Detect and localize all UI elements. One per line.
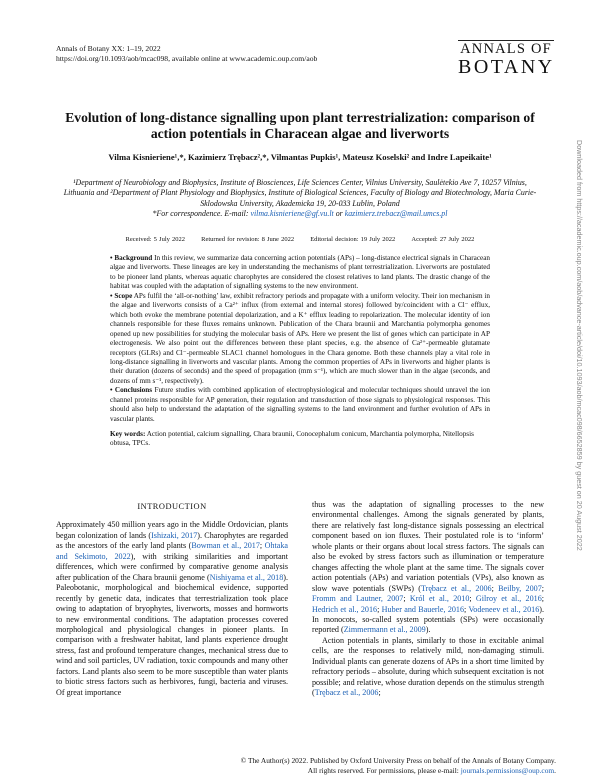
- copyright-footer: [56, 756, 556, 776]
- text-run: ). Charophytes are regarded as the ancestors of the early land plants (: [56, 530, 289, 551]
- citation-link[interactable]: Beilby, 2007: [498, 583, 542, 593]
- text-run: Approximately 450 million years ago in the Middle Ordovician, plants began colonization of lands (: [56, 520, 288, 540]
- logo-line-2: BOTANY: [458, 56, 555, 78]
- keywords-text: Action potential, calcium signalling, Chara braunii, Conocephalum conicum, Marchantia polymorpha, Nitellopsis obtusa, TPCs.: [110, 430, 474, 448]
- permissions-email-link[interactable]: journals.permissions@oup.com: [460, 766, 555, 775]
- conclusions-label: • Conclusions: [110, 386, 153, 395]
- text-run: ).: [425, 625, 431, 635]
- returned-date: Returned for revision: 8 June 2022: [201, 236, 295, 243]
- keywords: [110, 430, 490, 449]
- citation-link[interactable]: Fromm and Lautner, 2007: [312, 594, 404, 604]
- download-watermark: Downloaded from https://academic.oup.com/aob/advance-article/doi/10.1093/aob/mcac098/6652859 by guest on 20 August 2022: [575, 140, 584, 551]
- citation-link[interactable]: Huber and Bauerle, 2016: [381, 604, 465, 614]
- text-run: thus was the adaptation of signalling processes to the new environmental challenges. Among the signals generated by plants, there are relatively fast long-distance signals possessing an electrical component based on ion fluxes. Their postulated role is to ‘inform’ whole plants or their organs about local stress factors. The signals can also be evoked by stress factors such as illumination or temperature changes affecting the whole plant at the same time. The signals cover action potentials (APs) and variation potentials (VPs), also known as slow wave potentials (SWPs) (: [312, 500, 544, 593]
- citation-link[interactable]: Bowman et al., 2017: [191, 541, 260, 551]
- right-paragraph-1: [312, 500, 544, 636]
- email-link-1[interactable]: vilma.kisnieriene@gf.vu.lt: [250, 208, 334, 218]
- scope-label: • Scope: [110, 291, 133, 300]
- affiliation-text: ¹Department of Neurobiology and Biophysics, Institute of Biosciences, Life Sciences Center, Vilnius University, Saulėtekio Ave 7, 10257 Vilnius, Lithuania and ²Department of Plant Physiology and Biophysics, Institute of Biological Sciences, Faculty of Biology and Biotechnology, Maria Curie-Sklodowska University, Akademicka 19, 20-033 Lublin, Poland: [63, 178, 537, 208]
- text-run: ;: [491, 583, 499, 593]
- abstract-scope: [110, 292, 490, 387]
- text-run: ;: [377, 604, 382, 614]
- scope-text: APs fulfil the ‘all-or-nothing’ law, exhibit refractory periods and propagate with a uniform velocity. Their ion mechanism in the algae and liverworts consists of a Ca²⁺ influx (from external and internal stores) followed by/coincident with a Cl⁻ efflux, which both evoke the membrane potential depolarization, and a K⁺ efflux leading to repolarization. The molecular identity of ion channels responsible for these fluxes remains unknown. Publication of the Chara braunii and Marchantia polymorpha genomes opened up new possibilities for studying the molecular basis of APs. Here we present the list of genes which can participate in AP electrogenesis. We also point out the differences between these plant species, e.g. the absence of Ca²⁺-permeable glutamate receptors (GLRs) and Cl⁻-permeable SLAC1 channel homologues in the Chara genome. Both these channels play a vital role in long-distance signalling in liverworts and vascular plants. Among the common properties of APs in liverworts and higher plants is their duration (dozens of seconds) and the speed of propagation (mm s⁻¹), which are much slower than in the algae (seconds, and dozens of mm s⁻¹, respectively).: [110, 291, 490, 385]
- abstract-conclusions: [110, 386, 490, 424]
- text-run: ;: [259, 541, 265, 551]
- doi-link[interactable]: https://doi.org/10.1093/aob/mcac098, available online at www.academic.oup.com/aob: [56, 54, 318, 63]
- accepted-date: Accepted: 27 July 2022: [411, 236, 475, 243]
- journal-logo: [458, 40, 554, 80]
- author-list: Vilma Kisnieriene¹,*, Kazimierz Trębacz²,*, Vilmantas Pupkis¹, Mateusz Koselski² and Indre Lapeikaite¹: [108, 152, 492, 162]
- text-run: ). In monocots, so-called system potentials (SPs) were occasionally reported (: [312, 604, 544, 635]
- conclusions-text: Future studies with combined application of electrophysiological and molecular techniques should unravel the ion channel proteins responsible for AP generation, their regulation and transduction of those signals to physiological responses. This should also help to understand the adaptation of the signalling systems to the land environment and further evolution of APs in vascular plants.: [110, 386, 491, 423]
- abstract: [110, 254, 490, 424]
- citation-link[interactable]: Ishizaki, 2017: [151, 530, 198, 540]
- text-run: ;: [464, 604, 469, 614]
- section-heading-introduction: INTRODUCTION: [137, 502, 207, 511]
- affiliations: [60, 178, 540, 219]
- article-dates: [60, 235, 540, 244]
- left-column: [56, 502, 288, 698]
- editorial-date: Editorial decision: 19 July 2022: [310, 236, 396, 243]
- article-title: Evolution of long-distance signalling upon plant terrestrialization: comparison of action potentials in Characean algae and liverworts: [65, 110, 535, 141]
- citation-link[interactable]: Trębacz et al., 2006: [314, 688, 379, 698]
- citation-link[interactable]: Gilroy et al., 2016: [475, 594, 542, 604]
- text-run: ). Paleobotanic, morphological and biochemical evidence, supported recently by genetic data, indicates that terrestrialization took place owing to adaptation of bryophytes, liverworts, mosses and hornworts to new environmental conditions. The adaptation processes covered morphological and physiological changes in pioneer plants. In comparison with a freshwater habitat, land plants experience drought stress, fast and profound temperature changes, mechanical stress due to wind and soil particles, UV radiation, toxic compounds and many other factors. Land plants also seem to be more susceptible than water plants to biotic stress factors such as herbivores, fungi, bacteria and viruses. Of great importance: [56, 572, 288, 697]
- background-label: • Background: [110, 254, 153, 262]
- citation-link[interactable]: Hedrich et al., 2016: [312, 604, 378, 614]
- logo-line-1: ANNALS OF: [458, 40, 554, 57]
- copyright-line: © The Author(s) 2022. Published by Oxford University Press on behalf of the Annals of Botany Company.: [240, 756, 556, 765]
- text-run: .: [554, 766, 556, 775]
- text-run: ;: [469, 594, 476, 604]
- text-run: ;: [541, 594, 544, 604]
- abstract-background: [110, 254, 490, 292]
- intro-paragraph-1: [56, 520, 288, 698]
- keywords-label: Key words:: [110, 430, 146, 438]
- text-run: ;: [378, 688, 381, 698]
- journal-citation: Annals of Botany XX: 1–19, 2022: [56, 44, 161, 53]
- citation-link[interactable]: Trębacz et al., 2006: [420, 583, 492, 593]
- text-run: All rights reserved. For permissions, please e-mail:: [307, 766, 461, 775]
- correspondence-label: *For correspondence. E-mail:: [152, 208, 251, 218]
- text-run: ), with striking similarities and important differences, which were confirmed by comparative genome analysis after publication of the Chara braunii genome (: [56, 551, 288, 582]
- right-paragraph-2: [312, 636, 544, 699]
- right-column: [312, 500, 544, 699]
- citation-link[interactable]: Nishiyama et al., 2018: [209, 572, 284, 582]
- citation-link[interactable]: Vodeneev et al., 2016: [468, 604, 540, 614]
- citation-link[interactable]: Zimmermann et al., 2009: [343, 625, 426, 635]
- text-run: Action potentials in plants, similarly to those in excitable animal cells, are the responses to relatively mild, non-damaging stimuli. Individual plants can generate dozens of APs in a short time limited by refractory periods – absolute, during which subsequent excitation is not possible; and relative, whose duration depends on the stimulus strength (: [312, 635, 544, 698]
- text-run: ;: [403, 594, 410, 604]
- citation-link[interactable]: Ohtaka and Sekimoto, 2022: [56, 541, 289, 561]
- text-run: ;: [541, 583, 544, 593]
- background-text: In this review, we summarize data concerning action potentials (APs) – long-distance electrical signals in Characean algae and liverworts. These lineages are key in understanding the mechanisms of plant terrestrialization. Liverworts are postulated to be pioneer land plants, whereas aquatic charophytes are considered the closest relatives to land plants. The drastic change of the habitat was coupled with the adaptation of signalling systems to the new environment.: [110, 254, 490, 291]
- or-text: or: [333, 208, 345, 218]
- received-date: Received: 5 July 2022: [125, 236, 185, 243]
- email-link-2[interactable]: kazimierz.trebacz@mail.umcs.pl: [344, 208, 448, 218]
- citation-link[interactable]: Król et al., 2010: [409, 594, 470, 604]
